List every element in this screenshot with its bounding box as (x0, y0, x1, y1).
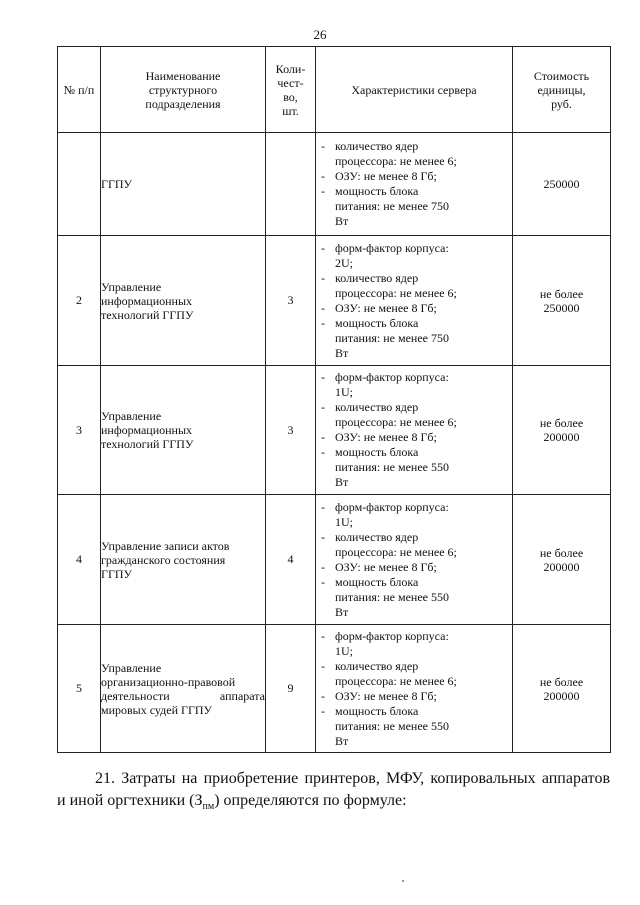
row-qty: 4 (266, 495, 316, 625)
row-num: 4 (58, 495, 101, 625)
row-price (513, 625, 611, 753)
row-num: 2 (58, 236, 101, 366)
table-row (58, 133, 611, 236)
spec-line: ОЗУ: не менее 8 Гб; (335, 300, 437, 315)
row-price-line: 250000 (543, 300, 580, 315)
spec-line: питания: не менее 550 (335, 589, 449, 604)
table-row (58, 495, 611, 625)
row-chars (316, 625, 513, 753)
paragraph-text: и иной оргтехники (З (57, 792, 203, 809)
spec-line: мощность блока (335, 445, 419, 459)
spec-line: мощность блока (335, 574, 419, 589)
paragraph-line: 21. Затраты на приобретение принтеров, МФУ, копировальных аппаратов (95, 770, 610, 787)
row-name-line: ГГПУ (101, 177, 133, 191)
header-name (101, 47, 266, 133)
spec-line: 1U; (335, 643, 353, 658)
row-qty (266, 133, 316, 236)
spec-item: - количество ядер процессора: не менее 6; (316, 530, 512, 560)
row-price-line: 200000 (543, 430, 580, 444)
row-name (101, 366, 266, 495)
row-price-line: 200000 (543, 688, 580, 703)
row-num: 5 (58, 625, 101, 753)
spec-line: количество ядер (335, 270, 419, 285)
spec-item: - форм-фактор корпуса: 1U; (316, 500, 512, 530)
spec-line: питания: не менее 550 (335, 460, 449, 474)
paragraph-line (57, 790, 610, 818)
spec-item: - количество ядер процессора: не менее 6; (316, 400, 512, 430)
spec-item: - ОЗУ: не менее 8 Гб; (316, 301, 512, 316)
row-chars (316, 366, 513, 495)
spec-line: мощность блока (335, 184, 419, 198)
row-name-line: технологий ГГПУ (101, 437, 194, 451)
row-name (101, 495, 266, 625)
spec-item: - количество ядер процессора: не менее 6; (316, 271, 512, 301)
spec-line: 2U; (335, 255, 353, 270)
row-name-line: ГГПУ (101, 566, 133, 581)
row-price-line: не более (539, 416, 584, 430)
header-price-line: руб. (551, 96, 572, 111)
row-price (513, 495, 611, 625)
header-chars: Характеристики сервера (316, 47, 513, 133)
row-name-line: мировых судей ГГПУ (101, 702, 213, 717)
row-price-line: 200000 (543, 559, 580, 574)
header-price-line: единицы, (537, 82, 586, 97)
spec-line: форм-фактор корпуса: (335, 499, 449, 514)
spec-line: процессора: не менее 6; (335, 544, 457, 559)
row-name-line: деятельности аппарата (101, 688, 265, 703)
scan-speck (402, 880, 404, 882)
row-name-line: Управление (101, 279, 162, 294)
row-price-line: не более (539, 286, 584, 301)
spec-line: форм-фактор корпуса: (335, 370, 449, 384)
spec-item: - ОЗУ: не менее 8 Гб; (316, 560, 512, 575)
spec-line: Вт (335, 214, 349, 228)
row-name (101, 133, 266, 236)
table-row (58, 366, 611, 495)
spec-item: - мощность блока питания: не менее 750 Вт (316, 184, 512, 229)
row-name-line: Управление записи актов (101, 538, 230, 553)
header-qty-line: во, (283, 89, 298, 104)
header-qty-line: Коли- (275, 61, 306, 76)
spec-item: - мощность блока питания: не менее 550 Вт (316, 575, 512, 620)
spec-line: количество ядер (335, 400, 419, 414)
row-qty: 3 (266, 236, 316, 366)
row-name-line: информационных (101, 293, 193, 308)
row-chars (316, 236, 513, 366)
spec-line: мощность блока (335, 703, 419, 718)
formula-subscript: пм (202, 801, 215, 813)
row-price (513, 133, 611, 236)
spec-line: количество ядер (335, 529, 419, 544)
spec-item: - ОЗУ: не менее 8 Гб; (316, 689, 512, 704)
row-chars (316, 495, 513, 625)
row-price (513, 366, 611, 495)
page-number: 26 (313, 27, 327, 42)
spec-line: питания: не менее 750 (335, 330, 449, 345)
spec-line: Вт (335, 733, 349, 748)
row-num: 3 (58, 366, 101, 495)
spec-line: питания: не менее 550 (335, 718, 449, 733)
spec-item: - форм-фактор корпуса: 1U; (316, 629, 512, 659)
spec-item: - форм-фактор корпуса: 1U; (316, 370, 512, 400)
spec-item: - количество ядер процессора: не менее 6; (316, 659, 512, 689)
spec-line: ОЗУ: не менее 8 Гб; (335, 430, 437, 444)
table-header (58, 47, 611, 133)
row-price (513, 236, 611, 366)
header-name-line: Наименование (145, 68, 221, 83)
server-spec-table (57, 46, 611, 753)
spec-line: Вт (335, 475, 349, 489)
spec-line: процессора: не менее 6; (335, 285, 457, 300)
spec-line: ОЗУ: не менее 8 Гб; (335, 169, 437, 183)
header-qty-line: шт. (282, 103, 299, 118)
spec-item: - мощность блока питания: не менее 750 Вт (316, 316, 512, 361)
row-name (101, 236, 266, 366)
spec-item: - мощность блока питания: не менее 550 Вт (316, 445, 512, 490)
header-price-line: Стоимость (533, 68, 590, 83)
spec-item: - ОЗУ: не менее 8 Гб; (316, 169, 512, 184)
header-num: № п/п (58, 47, 101, 133)
spec-line: мощность блока (335, 315, 419, 330)
spec-line: питания: не менее 750 (335, 199, 449, 213)
header-price (513, 47, 611, 133)
spec-line: 1U; (335, 385, 353, 399)
spec-line: количество ядер (335, 139, 419, 153)
spec-line: процессора: не менее 6; (335, 673, 457, 688)
spec-line: процессора: не менее 6; (335, 154, 457, 168)
spec-item: - форм-фактор корпуса: 2U; (316, 241, 512, 271)
header-qty (266, 47, 316, 133)
row-name-line: Управление (101, 660, 162, 675)
row-qty: 3 (266, 366, 316, 495)
row-name-line: организационно-правовой (101, 674, 236, 689)
header-qty-line: чест- (277, 75, 304, 90)
row-name-line: гражданского состояния (101, 552, 226, 567)
row-name-line: информационных (101, 423, 193, 437)
header-name-line: подразделения (145, 96, 221, 111)
table-row (58, 236, 611, 366)
spec-line: Вт (335, 345, 349, 360)
spec-item: - количество ядер процессора: не менее 6; (316, 139, 512, 169)
paragraph-text: ) определяются по формуле: (214, 792, 407, 809)
row-price-line: не более (539, 545, 584, 560)
row-name (101, 625, 266, 753)
spec-item: - ОЗУ: не менее 8 Гб; (316, 430, 512, 445)
header-name-line: структурного (148, 82, 218, 97)
row-name-line: технологий ГГПУ (101, 307, 194, 322)
row-price-line: не более (539, 674, 584, 689)
spec-line: ОЗУ: не менее 8 Гб; (335, 688, 437, 703)
row-chars (316, 133, 513, 236)
spec-item: - мощность блока питания: не менее 550 Вт (316, 704, 512, 749)
spec-line: ОЗУ: не менее 8 Гб; (335, 559, 437, 574)
spec-line: количество ядер (335, 658, 419, 673)
row-name-line: Управление (101, 409, 162, 423)
spec-line: процессора: не менее 6; (335, 415, 457, 429)
body-paragraph (57, 768, 610, 818)
row-num (58, 133, 101, 236)
spec-line: форм-фактор корпуса: (335, 628, 449, 643)
row-qty: 9 (266, 625, 316, 753)
row-price-line: 250000 (543, 177, 580, 191)
spec-line: Вт (335, 604, 349, 619)
spec-line: форм-фактор корпуса: (335, 240, 449, 255)
table-row (58, 625, 611, 753)
spec-line: 1U; (335, 514, 353, 529)
